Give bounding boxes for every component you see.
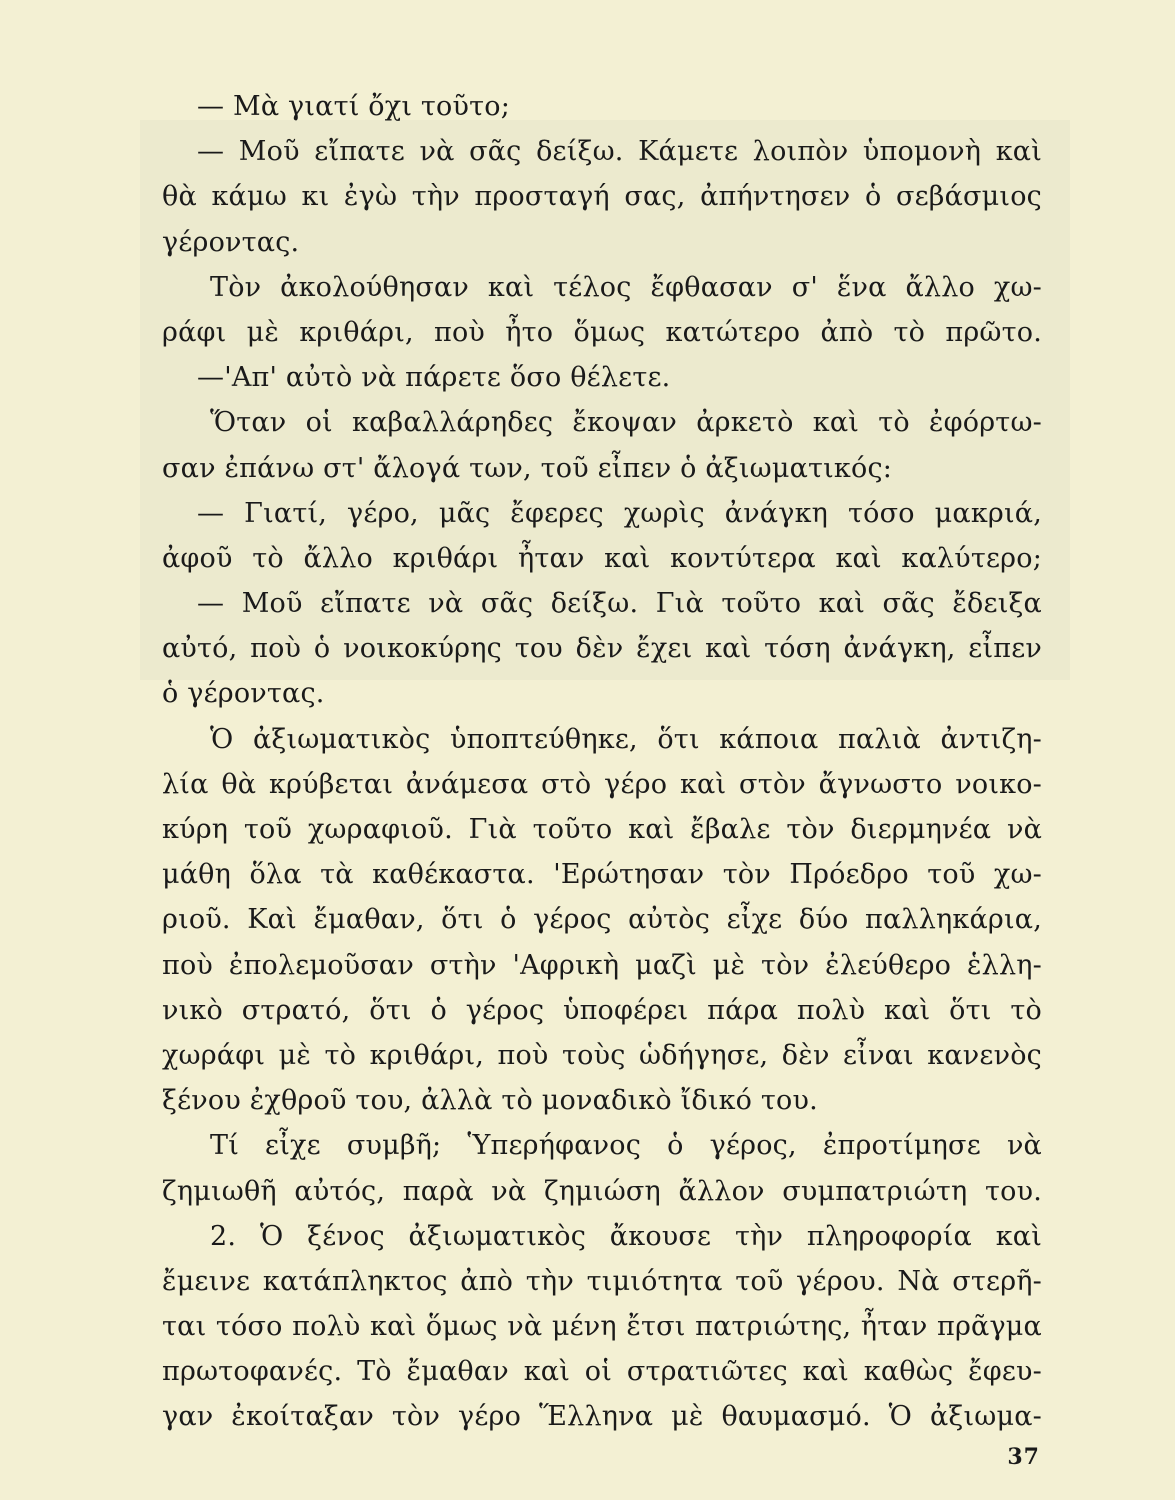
text-line: ὁ γέροντας.	[162, 678, 325, 710]
text-line: —'Απ' αὐτὸ νὰ πάρετε ὅσο θέλετε.	[197, 362, 671, 394]
text-line: αὐτό, ποὺ ὁ νοικοκύρης του δὲν ἔχει καὶ τόση ἀνάγκη, εἶπεν	[162, 633, 1042, 665]
text-line: ζημιωθῆ αὐτός, παρὰ νὰ ζημιώση ἄλλον συμπατριώτη του.	[162, 1175, 1042, 1207]
text-line: νικὸ στρατό, ὅτι ὁ γέρος ὑποφέρει πάρα πολὺ καὶ ὅτι τὸ	[162, 994, 1042, 1026]
text-line: ἀφοῦ τὸ ἄλλο κριθάρι ἦταν καὶ κοντύτερα καὶ καλύτερο;	[162, 542, 1042, 574]
text-line: ξένου ἐχθροῦ του, ἀλλὰ τὸ μοναδικὸ ἴδικό του.	[162, 1085, 818, 1117]
text-line: — Μοῦ εἴπατε νὰ σᾶς δείξω. Γιὰ τοῦτο καὶ σᾶς ἔδειξα	[197, 588, 1042, 620]
text-line: μάθη ὅλα τὰ καθέκαστα. 'Ερώτησαν τὸν Πρόεδρο τοῦ χω-	[162, 859, 1042, 891]
text-line: Τί εἶχε συμβῆ; Ὑπερήφανος ὁ γέρος, ἐπροτίμησε νὰ	[210, 1130, 1042, 1162]
text-line: κύρη τοῦ χωραφιοῦ. Γιὰ τοῦτο καὶ ἔβαλε τὸν διερμηνέα νὰ	[162, 814, 1042, 845]
text-line: χωράφι μὲ τὸ κριθάρι, ποὺ τοὺς ὡδήγησε, δὲν εἶναι κανενὸς	[162, 1039, 1042, 1071]
body-text	[162, 84, 1042, 1440]
text-line: — Γιατί, γέρο, μᾶς ἔφερες χωρὶς ἀνάγκη τόσο μακριά,	[197, 497, 1042, 529]
text-line: γέροντας.	[162, 226, 300, 258]
text-line: Ὁ ἀξιωματικὸς ὑποπτεύθηκε, ὅτι κάποια παλιὰ ἀντιζη-	[210, 723, 1042, 755]
text-line: σαν ἐπάνω στ' ἄλογά των, τοῦ εἶπεν ὁ ἀξιωματικός:	[162, 452, 893, 484]
text-line: 2. Ὁ ξένος ἀξιωματικὸς ἄκουσε τὴν πληροφορία καὶ	[210, 1220, 1042, 1252]
text-line: Ὅταν οἱ καβαλλάρηδες ἔκοψαν ἀρκετὸ καὶ τὸ ἐφόρτω-	[210, 407, 1042, 439]
text-line: ποὺ ἐπολεμοῦσαν στὴν 'Αφρικὴ μαζὶ μὲ τὸν ἐλεύθερο ἑλλη-	[162, 949, 1042, 981]
text-line: λία θὰ κρύβεται ἀνάμεσα στὸ γέρο καὶ στὸν ἄγνωστο νοικο-	[162, 768, 1042, 800]
text-line: ἔμεινε κατάπληκτος ἀπὸ τὴν τιμιότητα τοῦ γέρου. Νὰ στερῆ-	[162, 1265, 1042, 1297]
text-line: ται τόσο πολὺ καὶ ὅμως νὰ μένη ἔτσι πατριώτης, ἦταν πρᾶγμα	[162, 1311, 1042, 1343]
text-line: γαν ἐκοίταξαν τὸν γέρο Ἕλληνα μὲ θαυμασμό. Ὁ ἀξιωμα-	[162, 1401, 1042, 1433]
page-number: 37	[1007, 1444, 1040, 1470]
text-line: πρωτοφανές. Τὸ ἔμαθαν καὶ οἱ στρατιῶτες καὶ καθὼς ἔφευ-	[162, 1356, 1042, 1388]
text-line: ράφι μὲ κριθάρι, ποὺ ἦτο ὅμως κατώτερο ἀπὸ τὸ πρῶτο.	[162, 316, 1042, 348]
text-line: θὰ κάμω κι ἐγὼ τὴν προσταγή σας, ἀπήντησεν ὁ σεβάσμιος	[162, 181, 1042, 213]
text-line: Τὸν ἀκολούθησαν καὶ τέλος ἔφθασαν σ' ἕνα ἄλλο χω-	[210, 271, 1042, 303]
text-line: — Μὰ γιατί ὄχι τοῦτο;	[197, 91, 510, 122]
text-line: ριοῦ. Καὶ ἔμαθαν, ὅτι ὁ γέρος αὐτὸς εἶχε δύο παλληκάρια,	[162, 904, 1042, 936]
text-line: — Μοῦ εἴπατε νὰ σᾶς δείξω. Κάμετε λοιπὸν ὑπομονὴ καὶ	[197, 136, 1042, 168]
